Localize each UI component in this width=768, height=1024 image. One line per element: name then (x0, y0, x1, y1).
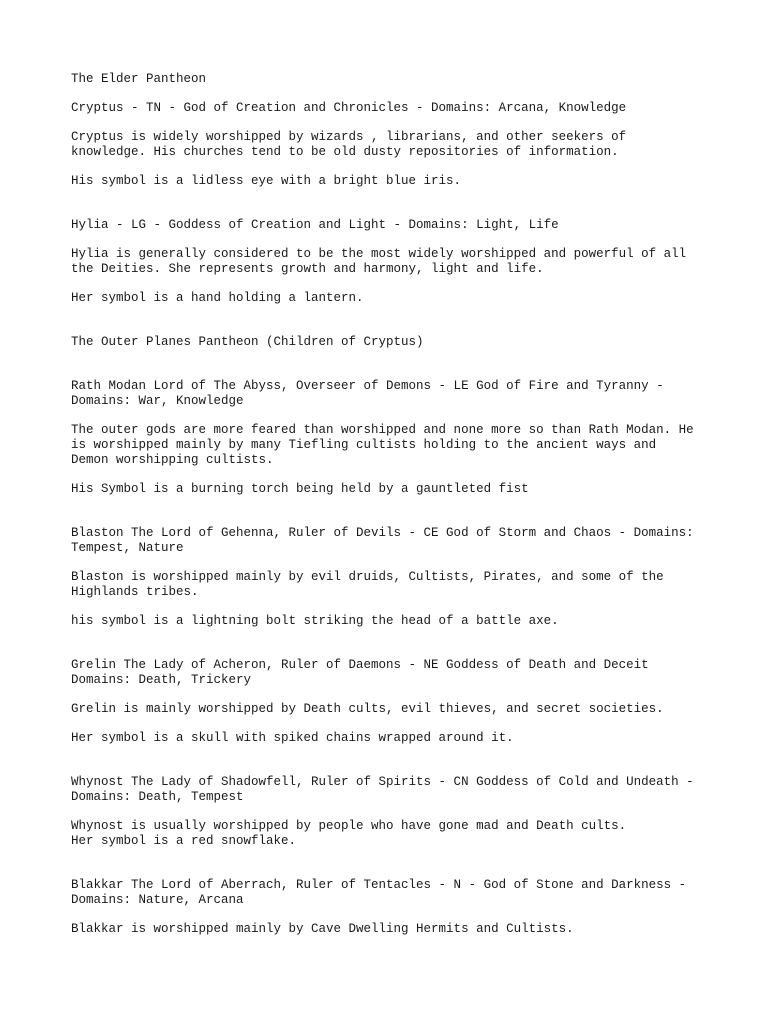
deity-title-line: Domains: Nature, Arcana (71, 893, 244, 907)
paragraph-line: Whynost is usually worshipped by people who have gone mad and Death cults. (71, 819, 627, 833)
deity-title-line: Domains: Death, Tempest (71, 790, 244, 804)
symbol-line: his symbol is a lightning bolt striking the head of a battle axe. (71, 614, 559, 628)
paragraph-line: is worshipped mainly by many Tiefling cultists holding to the ancient ways and (71, 438, 657, 452)
paragraph-line: Hylia is generally considered to be the most widely worshipped and powerful of all (71, 247, 687, 261)
deity-title-line: Domains: Death, Trickery (71, 673, 252, 687)
deity-title-grelin: Grelin The Lady of Acheron, Ruler of Daemons - NE Goddess of Death and Deceit (71, 658, 649, 672)
paragraph-line: Blakkar is worshipped mainly by Cave Dwelling Hermits and Cultists. (71, 922, 574, 936)
heading-elder-pantheon: The Elder Pantheon (71, 72, 207, 86)
symbol-line: Her symbol is a skull with spiked chains wrapped around it. (71, 731, 514, 745)
paragraph-line: The outer gods are more feared than worshipped and none more so than Rath Modan. He (71, 423, 694, 437)
paragraph-line: Highlands tribes. (71, 585, 199, 599)
symbol-line: His symbol is a lidless eye with a bright blue iris. (71, 174, 462, 188)
paragraph-line: Demon worshipping cultists. (71, 453, 274, 467)
deity-title-line: Tempest, Nature (71, 541, 184, 555)
deity-title-blaston: Blaston The Lord of Gehenna, Ruler of Devils - CE God of Storm and Chaos - Domains: (71, 526, 694, 540)
deity-title-line: Domains: War, Knowledge (71, 394, 244, 408)
deity-title-whynost: Whynost The Lady of Shadowfell, Ruler of Spirits - CN Goddess of Cold and Undeath - (71, 775, 694, 789)
deity-title-rath-modan: Rath Modan Lord of The Abyss, Overseer of Demons - LE God of Fire and Tyranny - (71, 379, 664, 393)
paragraph-line: Cryptus is widely worshipped by wizards , librarians, and other seekers of (71, 130, 627, 144)
paragraph-line: Blaston is worshipped mainly by evil druids, Cultists, Pirates, and some of the (71, 570, 664, 584)
symbol-line: Her symbol is a hand holding a lantern. (71, 291, 364, 305)
paragraph-line: Grelin is mainly worshipped by Death cults, evil thieves, and secret societies. (71, 702, 664, 716)
paragraph-line: knowledge. His churches tend to be old dusty repositories of information. (71, 145, 619, 159)
paragraph-line: the Deities. She represents growth and harmony, light and life. (71, 262, 544, 276)
deity-title-cryptus: Cryptus - TN - God of Creation and Chronicles - Domains: Arcana, Knowledge (71, 101, 627, 115)
heading-outer-planes-pantheon: The Outer Planes Pantheon (Children of Cryptus) (71, 335, 424, 349)
deity-title-blakkar: Blakkar The Lord of Aberrach, Ruler of Tentacles - N - God of Stone and Darkness - (71, 878, 687, 892)
symbol-line: Her symbol is a red snowflake. (71, 834, 297, 848)
symbol-line: His Symbol is a burning torch being held by a gauntleted fist (71, 482, 529, 496)
deity-title-hylia: Hylia - LG - Goddess of Creation and Light - Domains: Light, Life (71, 218, 559, 232)
